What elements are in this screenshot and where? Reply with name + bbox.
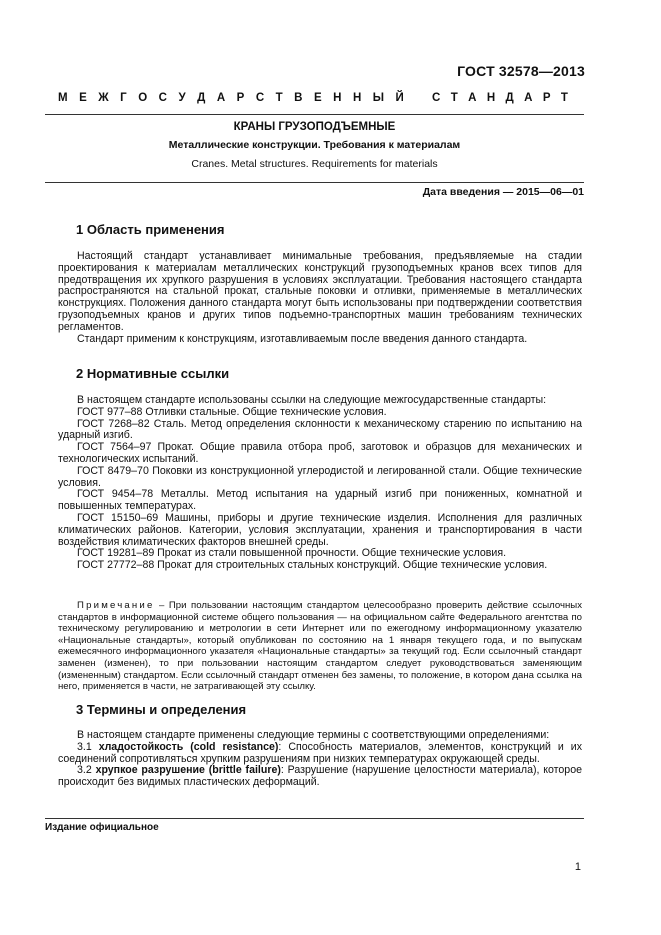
footer-rule	[45, 818, 584, 819]
section-3-body	[58, 730, 582, 789]
banner-letter: А	[468, 92, 477, 104]
banner-letter: Д	[197, 92, 206, 104]
gost-code: ГОСТ 32578—2013	[457, 63, 585, 79]
page-number: 1	[574, 861, 581, 873]
banner-letter: Т	[275, 92, 283, 104]
banner-letter: Г	[120, 92, 127, 104]
banner-letter: В	[294, 92, 303, 104]
banner-letter: Е	[313, 92, 322, 104]
document-title: КРАНЫ ГРУЗОПОДЪЕМНЫЕ	[233, 121, 396, 133]
note-text: – При пользовании настоящим стандартом целесообразно проверить действие ссылочных стандартов в информационной системе общего пользования — на официальном сайте Федерального агентства по техническому регулированию и метрологии в сети Интернет или по ежегодному информационному указателю «Национальные стандарты», который опубликован по состоянию на 1 января текущего года, и по выпускам ежемесячного информационного указателя «Национальные стандарты» за текущий год. Если ссылочный стандарт заменен (изменен), то при пользовании настоящим стандартом следует руководствоваться заменяющим (измененным) стандартом. Если ссылочный стандарт отменен без замены, то положение, в котором дана ссылка на него, применяется в части, не затрагивающей эту ссылку.	[58, 600, 582, 693]
banner-letter: Т	[560, 92, 568, 104]
section-1-body	[58, 251, 582, 345]
term-number: 3.1	[77, 740, 99, 753]
banner-letter: А	[524, 92, 533, 104]
introduction-date: Дата введения — 2015—06—01	[422, 186, 584, 198]
banner-letter: Н	[352, 92, 362, 104]
references-note	[58, 600, 582, 693]
term-text: : Способность материалов, элементов, конструкций и их соединений сопротивляться хрупким разрушениям при низких температурах окружающей среды.	[58, 740, 583, 765]
term-name: хрупкое разрушение (brittle failure)	[95, 764, 281, 777]
section-1-heading: 1 Область применения	[76, 222, 225, 237]
reference-item: ГОСТ 7268–82 Сталь. Метод определения склонности к механическому старению по испытанию на ударный изгиб.	[58, 417, 582, 442]
banner-letter: Д	[505, 92, 514, 104]
term-name: хладостойкость (cold resistance)	[98, 740, 279, 753]
banner-letter: Ж	[98, 92, 109, 104]
reference-item: ГОСТ 15150–69 Машины, приборы и другие технические изделия. Исполнения для различных климатических районов. Категории, условия эксплуатации, хранения и транспортирования в части воздействия климатических факторов внешней среды.	[58, 511, 582, 548]
banner-letter: Н	[486, 92, 496, 104]
interstate-standard-banner	[58, 92, 568, 104]
interstate-word-2	[432, 92, 568, 104]
banner-letter: Т	[450, 92, 458, 104]
section-1-paragraph: Настоящий стандарт устанавливает минимальные требования, предъявляемые на стадии проектирования к материалам металлических конструкций грузоподъемных кранов всех типов для предотвращения их хрупкого разрушения в условиях эксплуатации. Требования настоящего стандарта распространяются на стальной прокат, стальные поковки и отливки, применяемые в металлических конструкциях. Положения данного стандарта могут быть использованы при подтверждении соответствия грузоподъемных кранов и других типов подъемно-транспортных машин требованиям технических регламентов.	[58, 250, 582, 333]
banner-letter: С	[158, 92, 167, 104]
banner-letter: Р	[542, 92, 551, 104]
reference-item: ГОСТ 9454–78 Металлы. Метод испытания на ударный изгиб при пониженных, комнатной и повышенных температурах.	[58, 488, 582, 513]
banner-letter: С	[432, 92, 441, 104]
header-rule	[45, 114, 584, 115]
section-3-heading: 3 Термины и определения	[76, 702, 247, 717]
term-definition	[58, 765, 582, 789]
note-label: Примечание	[77, 600, 155, 611]
interstate-word-1	[58, 92, 404, 104]
banner-letter: Н	[333, 92, 342, 104]
banner-letter: Й	[395, 92, 404, 104]
document-title-english: Cranes. Metal structures. Requirements for materials	[191, 158, 438, 170]
title-rule	[45, 182, 584, 183]
section-3-intro: В настоящем стандарте применены следующие термины с соответствующими определениями:	[77, 729, 550, 741]
document-subtitle: Металлические конструкции. Требования к материалам	[168, 139, 461, 151]
banner-letter: Е	[79, 92, 87, 104]
banner-letter: А	[216, 92, 226, 104]
term-definition	[58, 742, 582, 766]
section-2-intro: В настоящем стандарте использованы ссылки на следующие межгосударственные стандарты:	[77, 394, 547, 406]
reference-item: ГОСТ 8479–70 Поковки из конструкционной углеродистой и легированной стали. Общие технические условия.	[58, 464, 582, 489]
note-paragraph	[58, 600, 582, 693]
banner-letter: О	[138, 92, 148, 104]
banner-letter: Ы	[372, 92, 385, 104]
section-2-body	[58, 395, 582, 572]
section-1-paragraph: Стандарт применим к конструкциям, изготавливаемым после введения данного стандарта.	[77, 332, 528, 345]
reference-item: ГОСТ 977–88 Отливки стальные. Общие технические условия.	[77, 405, 387, 418]
banner-letter: Р	[236, 92, 245, 104]
reference-item: ГОСТ 7564–97 Прокат. Общие правила отбора проб, заготовок и образцов для механических и технологических испытаний.	[58, 441, 582, 465]
reference-item: ГОСТ 19281–89 Прокат из стали повышенной прочности. Общие технические условия.	[77, 547, 507, 560]
term-number: 3.2	[77, 764, 96, 777]
reference-item: ГОСТ 27772–88 Прокат для строительных стальных конструкций. Общие технические условия.	[77, 559, 548, 572]
banner-letter: М	[58, 92, 68, 104]
banner-letter: С	[255, 92, 265, 104]
section-2-heading: 2 Нормативные ссылки	[76, 366, 230, 381]
official-edition-label: Издание официальное	[45, 822, 159, 833]
banner-letter: У	[178, 92, 186, 104]
term-text: : Разрушение (нарушение целостности материала), которое происходит без видимых пластических деформаций.	[58, 764, 582, 789]
